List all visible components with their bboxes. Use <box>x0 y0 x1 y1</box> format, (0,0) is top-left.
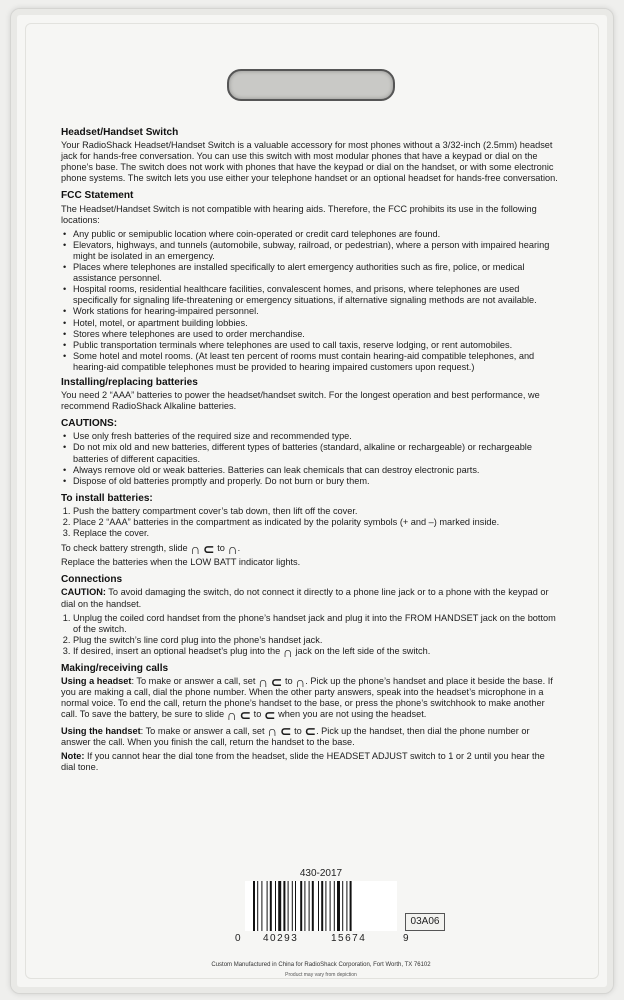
fcc-item: • Any public or semipublic location where coin-operated or credit card telephones are found. <box>73 229 561 240</box>
barcode-digits <box>235 933 425 945</box>
barcode-bar <box>292 881 293 931</box>
fcc-body: The Headset/Handset Switch is not compatible with hearing aids. Therefore, the FCC prohibits its use in the following locations: <box>61 203 537 225</box>
headset-icon: ∩ <box>282 643 293 660</box>
install-step: 2. Place 2 “AAA” batteries in the compartment as indicated by the polarity symbols (+ and –) marked inside. <box>73 517 561 528</box>
lot-code: 03A06 <box>405 913 445 931</box>
section-heading-headset-switch: Headset/Handset Switch <box>61 127 179 138</box>
handset-icon: ⊂ <box>270 673 283 690</box>
fcc-item: • Places where telephones are installed specifically to alert emergency authorities such as fire, police, or medical assistance personnel. <box>73 262 561 284</box>
barcode-digit-group: 0 <box>235 933 243 944</box>
barcode-bar <box>346 881 347 931</box>
barcode-digit-group: 9 <box>403 933 411 944</box>
replace-batteries-note: Replace the batteries when the LOW BATT indicator lights. <box>61 557 301 568</box>
connection-step: 2. Plug the switch’s line cord plug into the phone’s handset jack. <box>73 635 561 646</box>
caution-item: • Dispose of old batteries promptly and properly. Do not burn or bury them. <box>73 476 561 487</box>
barcode-bar <box>261 881 262 931</box>
barcode-bar <box>278 881 281 931</box>
barcode-bar <box>253 881 255 931</box>
connections-caution: CAUTION: To avoid damaging the switch, do not connect it directly to a phone line jack or to a phone with the keypad or dial on the handset. <box>61 587 549 609</box>
barcode-bar <box>270 881 272 931</box>
barcode-bar <box>309 881 310 931</box>
barcode-bar <box>312 881 314 931</box>
install-steps <box>61 506 561 539</box>
barcode-bar <box>288 881 289 931</box>
install-step: 3. Replace the cover. <box>73 528 561 539</box>
handset-icon: ⊂ <box>263 706 276 723</box>
connection-steps <box>61 612 561 660</box>
headset-icon: ∩ <box>257 673 269 690</box>
fcc-item: • Elevators, highways, and tunnels (automobile, subway, railroad, or pedestrian), where a person with impaired hearing might be isolated in an emergency. <box>73 240 561 262</box>
fcc-list <box>61 229 561 373</box>
barcode-bar <box>257 881 258 931</box>
note-paragraph: Note: If you cannot hear the dial tone from the headset, slide the HEADSET ADJUST switch to 1 or 2 until you hear the dial tone. <box>61 750 545 772</box>
barcode <box>245 881 397 931</box>
barcode-bar <box>334 881 335 931</box>
handset-icon: ⊂ <box>239 706 252 723</box>
using-handset-paragraph: Using the handset: To make or answer a call, set ∩ ⊂ to ⊂. Pick up the handset, then dial the phone number or answer the call. When you finish the call, return the handset to the base. <box>61 723 530 747</box>
install-step: 1. Push the battery compartment cover’s tab down, then lift off the cover. <box>73 506 561 517</box>
connection-step: 3. If desired, insert an optional headset’s plug into the ∩ jack on the left side of the switch. <box>73 646 561 657</box>
barcode-bar <box>321 881 323 931</box>
barcode-bar <box>300 881 302 931</box>
disclaimer-line: Product may vary from depiction <box>285 972 357 978</box>
instructions-text <box>61 127 561 776</box>
headset-icon: ∩ <box>267 723 278 740</box>
fcc-item: • Hotel, motel, or apartment building lobbies. <box>73 318 561 329</box>
section-heading-connections: Connections <box>61 574 123 586</box>
handset-icon: ⊂ <box>279 723 292 740</box>
manufacturer-line: Custom Manufactured in China for RadioShack Corporation, Fort Worth, TX 76102 <box>211 962 431 968</box>
fcc-item: • Work stations for hearing-impaired personnel. <box>73 306 561 317</box>
barcode-bars <box>251 881 391 931</box>
barcode-bar <box>267 881 268 931</box>
caution-item: • Do not mix old and new batteries, different types of batteries (standard, alkaline or rechargeable) or rechargeable batteries of different capacities. <box>73 442 561 464</box>
barcode-digit-group: 15674 <box>331 933 367 944</box>
barcode-bar <box>304 881 305 931</box>
barcode-bar <box>295 881 296 931</box>
headset-icon: ∩ <box>190 540 201 557</box>
connection-step: 1. Unplug the coiled cord handset from the phone’s handset jack and plug it into the FROM HANDSET jack on the bottom of the switch. <box>73 613 561 635</box>
section-heading-fcc: FCC Statement <box>61 190 134 202</box>
barcode-bar <box>275 881 276 931</box>
cautions-list <box>61 431 561 486</box>
fcc-item: • Stores where telephones are used to order merchandise. <box>73 329 561 340</box>
barcode-bar <box>330 881 331 931</box>
section-heading-cautions: CAUTIONS: <box>61 418 118 430</box>
barcode-bar <box>337 881 340 931</box>
batteries-body: You need 2 “AAA” batteries to power the headset/handset switch. For the longest operation and best performance, we recommend RadioShack Alkaline batteries. <box>61 390 540 412</box>
barcode-bar <box>283 881 285 931</box>
headset-icon: ∩ <box>295 673 306 690</box>
hang-hole <box>227 69 395 101</box>
section-heading-install: To install batteries: <box>61 492 153 504</box>
barcode-bar <box>342 881 343 931</box>
caution-item: • Always remove old or weak batteries. Batteries can leak chemicals that can destroy electronic parts. <box>73 465 561 476</box>
handset-icon: ⊂ <box>202 540 215 557</box>
fcc-item: • Hospital rooms, residential healthcare facilities, convalescent homes, and prisons, where telephones are used specifically for signaling life-threatening or emergency situations, if alternative signaling methods are not available. <box>73 284 561 306</box>
barcode-digit-group: 40293 <box>263 933 299 944</box>
headset-icon: ∩ <box>227 540 238 557</box>
barcode-bar <box>318 881 319 931</box>
section-heading-batteries: Installing/replacing batteries <box>61 376 198 388</box>
handset-icon: ⊂ <box>304 723 317 740</box>
headset-icon: ∩ <box>226 706 237 723</box>
check-battery-line: To check battery strength, slide ∩ ⊂ to ∩. <box>61 540 241 557</box>
barcode-bar <box>350 881 352 931</box>
model-number: 430-2017 <box>299 868 343 879</box>
headset-switch-body: Your RadioShack Headset/Handset Switch is a valuable accessory for most phones without a 3/32-inch (2.5mm) headset jack for hands-free conversation. You can use this switch with most modular phones that have a keypad or dial on the phone’s base. The switch does not work with phones that have the keypad or dial on the handset, or with some electronic phone systems. The switch lets you use either your telephone handset or an optional headset for hands-free conversation. <box>61 140 558 184</box>
package-card <box>10 8 614 994</box>
caution-item: • Use only fresh batteries of the required size and recommended type. <box>73 431 561 442</box>
section-heading-making-calls: Making/receiving calls <box>61 663 169 675</box>
barcode-bar <box>325 881 326 931</box>
fcc-item: • Public transportation terminals where telephones are used to call taxis, reserve lodging, or rent automobiles. <box>73 340 561 351</box>
using-headset-paragraph: Using a headset: To make or answer a call, set ∩ ⊂ to ∩. Pick up the phone’s handset and place it beside the base. If you are making a call, dial the phone number. When the other party answers, speak into the headset’s microphone in a normal voice. To end the call, return the phone’s handset to the base, or press the phone’s switchhook to make another call. To save the battery, be sure to slide ∩ ⊂ to ⊂ when you are not using the headset. <box>61 673 553 723</box>
fcc-item: • Some hotel and motel rooms. (At least ten percent of rooms must contain hearing-aid compatible telephones, and hearing-aid compatible telephones must be provided to hearing impaired customers upon request.) <box>73 351 561 373</box>
